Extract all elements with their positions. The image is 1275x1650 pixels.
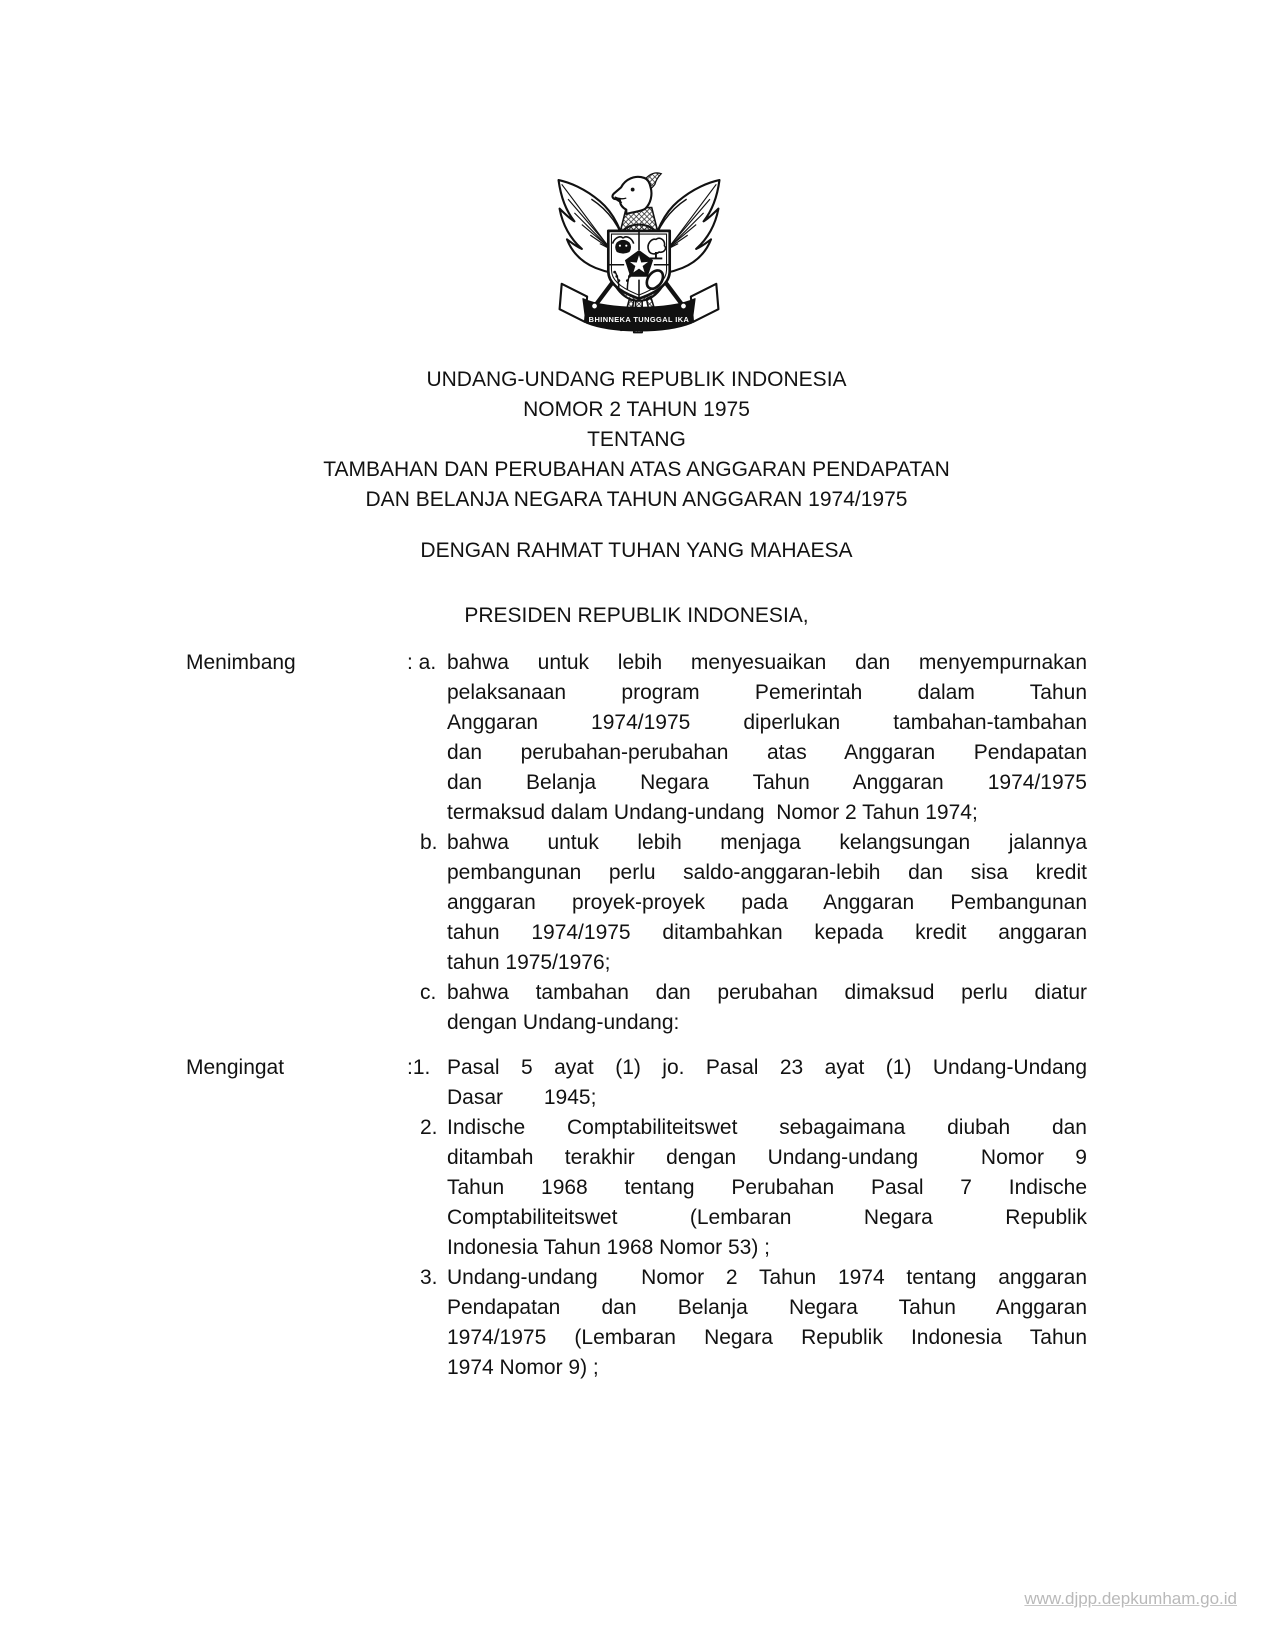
document-sections xyxy=(186,648,1087,1383)
text-line: anggaran proyek-proyek pada Anggaran Pembangunan xyxy=(447,891,1087,914)
item-marker: b. xyxy=(420,831,438,854)
section-label: Menimbang xyxy=(186,651,296,674)
item-lines xyxy=(447,1263,1087,1383)
item-lines xyxy=(447,978,1087,1038)
authority-line: PRESIDEN REPUBLIK INDONESIA, xyxy=(464,604,809,627)
text-line: dan perubahan-perubahan atas Anggaran Pendapatan xyxy=(447,741,1087,764)
text-line: bahwa untuk lebih menjaga kelangsungan jalannya xyxy=(447,831,1087,854)
garuda-emblem-graphic xyxy=(549,161,729,341)
section-menimbang xyxy=(186,648,1087,1038)
item-marker: : a. xyxy=(407,651,437,674)
text-line: Dasar 1945; xyxy=(447,1086,597,1109)
garuda-pancasila-emblem xyxy=(549,161,729,341)
list-item xyxy=(407,978,1087,1038)
text-line: ditambah terakhir dengan Undang-undang Nomor 9 xyxy=(447,1146,1087,1169)
section-mengingat xyxy=(186,1053,1087,1383)
list-item xyxy=(407,1263,1087,1383)
invocation-line: DENGAN RAHMAT TUHAN YANG MAHAESA xyxy=(420,539,853,562)
item-lines xyxy=(447,1113,1087,1263)
doc-title-line: UNDANG-UNDANG REPUBLIK INDONESIA xyxy=(426,368,847,391)
text-line: Indonesia Tahun 1968 Nomor 53) ; xyxy=(447,1236,770,1259)
text-line: 1974/1975 (Lembaran Negara Republik Indonesia Tahun xyxy=(447,1326,1087,1349)
text-line: tahun 1974/1975 ditambahkan kepada kredit anggaran xyxy=(447,921,1087,944)
text-line: pelaksanaan program Pemerintah dalam Tahun xyxy=(447,681,1087,704)
text-line: Anggaran 1974/1975 diperlukan tambahan-tambahan xyxy=(447,711,1087,734)
text-line: Pasal 5 ayat (1) jo. Pasal 23 ayat (1) Undang-Undang xyxy=(447,1056,1087,1079)
section-items xyxy=(407,648,1087,1038)
text-line: Comptabiliteitswet (Lembaran Negara Republik xyxy=(447,1206,1087,1229)
item-lines xyxy=(447,648,1087,828)
item-lines xyxy=(447,828,1087,978)
list-item xyxy=(407,648,1087,828)
text-line: termaksud dalam Undang-undang Nomor 2 Tahun 1974; xyxy=(447,801,978,824)
doc-subject-line-2: DAN BELANJA NEGARA TAHUN ANGGARAN 1974/1975 xyxy=(365,488,908,511)
doc-subject-line-1: TAMBAHAN DAN PERUBAHAN ATAS ANGGARAN PENDAPATAN xyxy=(323,458,950,481)
list-item xyxy=(407,828,1087,978)
text-line: dengan Undang-undang: xyxy=(447,1011,680,1034)
doc-number-line: NOMOR 2 TAHUN 1975 xyxy=(523,398,750,421)
item-marker: 3. xyxy=(420,1266,438,1289)
section-label: Mengingat xyxy=(186,1056,285,1079)
text-line: pembangunan perlu saldo-anggaran-lebih dan sisa kredit xyxy=(447,861,1087,884)
pancasila-shield-icon xyxy=(608,231,669,299)
doc-tentang-line: TENTANG xyxy=(587,428,686,451)
item-lines xyxy=(447,1053,1087,1113)
section-items xyxy=(407,1053,1087,1383)
list-item xyxy=(407,1113,1087,1263)
text-line: tahun 1975/1976; xyxy=(447,951,611,974)
title-block xyxy=(186,365,1087,631)
item-marker: :1. xyxy=(407,1056,431,1079)
text-line: Tahun 1968 tentang Perubahan Pasal 7 Indische xyxy=(447,1176,1087,1199)
text-line: Undang-undang Nomor 2 Tahun 1974 tentang anggaran xyxy=(447,1266,1087,1289)
item-marker: 2. xyxy=(420,1116,438,1139)
text-line: Pendapatan dan Belanja Negara Tahun Anggaran xyxy=(447,1296,1087,1319)
motto-text: BHINNEKA TUNGGAL IKA xyxy=(588,314,690,324)
text-line: Indische Comptabiliteitswet sebagaimana diubah dan xyxy=(447,1116,1087,1139)
footer-watermark-link[interactable]: www.djpp.depkumham.go.id xyxy=(1024,1589,1237,1608)
eagle-head-icon xyxy=(612,173,661,214)
text-line: 1974 Nomor 9) ; xyxy=(447,1356,599,1379)
text-line: bahwa tambahan dan perubahan dimaksud perlu diatur xyxy=(447,981,1087,1004)
text-line: dan Belanja Negara Tahun Anggaran 1974/1975 xyxy=(447,771,1087,794)
text-line: bahwa untuk lebih menyesuaikan dan menyempurnakan xyxy=(447,651,1087,674)
item-marker: c. xyxy=(420,981,437,1004)
list-item xyxy=(407,1053,1087,1113)
